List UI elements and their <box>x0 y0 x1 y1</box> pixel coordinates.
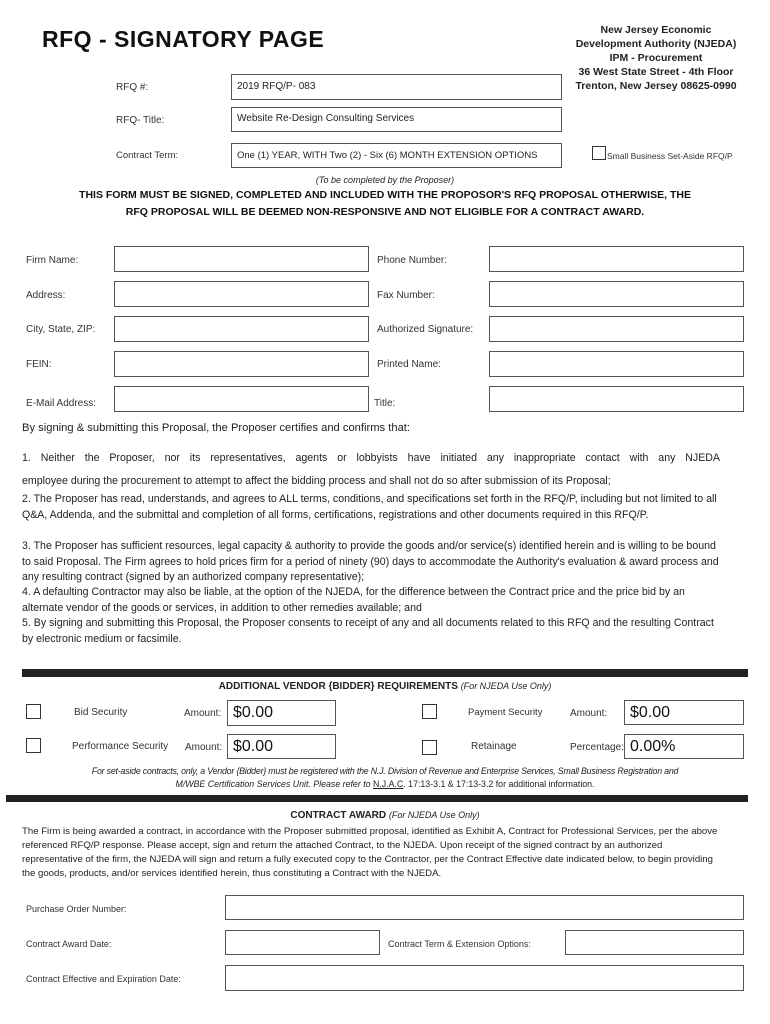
email-input[interactable] <box>114 386 369 412</box>
certification-item-3: 3. The Proposer has sufficient resources, legal capacity & authority to provide the goods and/or service(s) identified herein and is willing to be bound to said Proposal. The Firm agrees to hold prices firm for a period of ninety (90) days to accommodate the Authority's evaluation & award process and any resulting contract (signed by an authorized company representative); <box>22 540 719 584</box>
certification-item-4: 4. A defaulting Contractor may also be liable, at the option of the NJEDA, for the difference between the Contract price and the price bid by an alternate vendor of the goods or services, in addition to other remedies available; and <box>22 586 685 614</box>
percentage-label: Percentage: <box>570 742 624 753</box>
authorized-signature-input[interactable] <box>489 316 744 342</box>
section-divider <box>22 669 748 677</box>
retainage-percentage-field[interactable] <box>624 734 744 759</box>
phone-input[interactable] <box>489 246 744 272</box>
performance-security-label: Performance Security <box>72 741 169 752</box>
term-extension-label: Contract Term & Extension Options: <box>388 939 531 949</box>
bid-security-label: Bid Security <box>74 707 128 718</box>
effective-expiration-input[interactable] <box>225 965 744 991</box>
firm-name-label: Firm Name: <box>26 255 79 266</box>
email-label: E-Mail Address: <box>26 398 97 409</box>
bid-security-amount-field[interactable] <box>227 700 336 726</box>
agency-line: New Jersey Economic <box>600 24 712 36</box>
payment-security-amount: $0.00 <box>630 704 671 721</box>
printed-name-label: Printed Name: <box>377 359 441 370</box>
retainage-checkbox[interactable] <box>422 740 437 755</box>
city-state-zip-label: City, State, ZIP: <box>26 324 96 335</box>
certification-item-1a: 1. Neither the Proposer, nor its representatives, agents or lobbyists have initiated any inappropriate contact with any NJEDA <box>22 452 720 464</box>
performance-security-amount-field[interactable] <box>227 734 336 759</box>
payment-security-checkbox[interactable] <box>422 704 437 719</box>
agency-line: Trenton, New Jersey 08625-0990 <box>575 80 737 92</box>
proposer-note: (To be completed by the Proposer) <box>315 175 455 185</box>
term-extension-input[interactable] <box>565 930 744 955</box>
agency-line: 36 West State Street - 4th Floor <box>578 66 734 78</box>
payment-amount-label: Amount: <box>570 708 608 719</box>
payment-security-amount-field[interactable] <box>624 700 744 725</box>
agency-line: IPM - Procurement <box>609 52 703 64</box>
set-aside-note-line-1: For set-aside contracts, only, a Vendor {Bidder} must be registered with the N.J. Division of Revenue and Enterprise Services, Small Business Registration and <box>91 766 679 776</box>
contract-award-title: CONTRACT AWARD <box>290 810 387 821</box>
bid-security-amount: $0.00 <box>233 704 274 721</box>
contract-award-date-label: Contract Award Date: <box>26 939 112 949</box>
section-divider <box>6 795 748 802</box>
rfq-title-value: Website Re-Design Consulting Services <box>237 113 415 124</box>
rfq-title-field[interactable] <box>231 107 562 132</box>
certification-item-1b: employee during the procurement to attempt to affect the bidding process and shall not do so after submission of its Proposal; <box>22 475 611 487</box>
contract-award-note: (For NJEDA Use Only) <box>388 810 480 820</box>
page-title: RFQ - SIGNATORY PAGE <box>42 26 325 52</box>
title-input[interactable] <box>489 386 744 412</box>
set-aside-checkbox[interactable] <box>592 146 606 160</box>
city-state-zip-input[interactable] <box>114 316 369 342</box>
vendor-requirements-heading <box>0 681 770 692</box>
agency-address <box>568 23 744 93</box>
purchase-order-input[interactable] <box>225 895 744 920</box>
set-aside-note-line-2 <box>0 779 770 789</box>
contract-award-body: The Firm is being awarded a contract, in accordance with the Proposer submitted proposal, identified as Exhibit A, Contract for Professional Services, per the above referenced RFQ/P response. Please accept, sign and return the attached Contract, to the NJEDA. Upon receipt of the signed contract by an authorized representative of the firm, the NJEDA will sign and return a fully executed copy to the Contractor, per the Contract Effective date indicated below, to begin providing the goods, products, and/or services identified herein, thus constituting a Contract with the NJEDA. <box>22 826 718 879</box>
certification-intro: By signing & submitting this Proposal, the Proposer certifies and confirms that: <box>22 422 411 434</box>
fein-label: FEIN: <box>26 359 52 370</box>
fein-input[interactable] <box>114 351 369 377</box>
vendor-requirements-note: (For NJEDA Use Only) <box>460 681 552 691</box>
address-input[interactable] <box>114 281 369 307</box>
bid-security-checkbox[interactable] <box>26 704 41 719</box>
performance-security-amount: $0.00 <box>233 738 274 755</box>
payment-security-label: Payment Security <box>468 707 543 718</box>
rfq-number-label: RFQ #: <box>116 82 149 93</box>
fax-input[interactable] <box>489 281 744 307</box>
notice-line-1: THIS FORM MUST BE SIGNED, COMPLETED AND INCLUDED WITH THE PROPOSOR'S RFQ PROPOSAL OTHERWISE, THE <box>79 189 691 201</box>
printed-name-input[interactable] <box>489 351 744 377</box>
vendor-requirements-title: ADDITIONAL VENDOR {BIDDER} REQUIREMENTS <box>218 681 458 692</box>
performance-amount-label: Amount: <box>185 742 223 753</box>
retainage-label: Retainage <box>471 741 517 752</box>
address-label: Address: <box>26 290 66 301</box>
contract-award-date-input[interactable] <box>225 930 380 955</box>
phone-label: Phone Number: <box>377 255 448 266</box>
set-aside-note-text: M/WBE Certification Services Unit. Please refer to <box>175 779 373 789</box>
agency-line: Development Authority (NJEDA) <box>575 38 737 50</box>
performance-security-checkbox[interactable] <box>26 738 41 753</box>
contract-award-heading <box>0 810 770 821</box>
effective-expiration-label: Contract Effective and Expiration Date: <box>26 974 181 984</box>
title-label: Title: <box>374 398 396 409</box>
rfq-number-value: 2019 RFQ/P- 083 <box>237 81 316 92</box>
certification-item-5: 5. By signing and submitting this Proposal, the Proposer consents to receipt of any and all documents related to this RFQ and the resulting Contract by electronic medium or facsimile. <box>22 617 714 645</box>
contract-term-label: Contract Term: <box>116 150 179 161</box>
authorized-signature-label: Authorized Signature: <box>377 324 474 335</box>
set-aside-label: Small Business Set-Aside RFQ/P <box>607 151 733 161</box>
bid-security-amount-label: Amount: <box>184 708 222 719</box>
certification-item-2: 2. The Proposer has read, understands, and agrees to ALL terms, conditions, and specifications set forth in the RFQ/P, including but not limited to all Q&A, Addenda, and the submittal and completion of all forms, certifications, registrations and other documents required in this RFQ/P. <box>22 493 717 521</box>
set-aside-note-ref-text: . 17:13-3.1 & 17:13-3.2 for additional information. <box>403 779 595 789</box>
notice-line-2: RFQ PROPOSAL WILL BE DEEMED NON-RESPONSIVE AND NOT ELIGIBLE FOR A CONTRACT AWARD. <box>125 206 645 218</box>
contract-term-field[interactable] <box>231 143 562 168</box>
retainage-percentage: 0.00% <box>630 738 676 755</box>
rfq-number-field[interactable] <box>231 74 562 100</box>
firm-name-input[interactable] <box>114 246 369 272</box>
contract-term-value: One (1) YEAR, WITH Two (2) - Six (6) MONTH EXTENSION OPTIONS <box>237 150 538 161</box>
njac-reference[interactable]: N.J.A.C <box>372 779 404 789</box>
purchase-order-label: Purchase Order Number: <box>26 904 127 914</box>
fax-label: Fax Number: <box>377 290 435 301</box>
rfq-title-label: RFQ- Title: <box>116 115 165 126</box>
